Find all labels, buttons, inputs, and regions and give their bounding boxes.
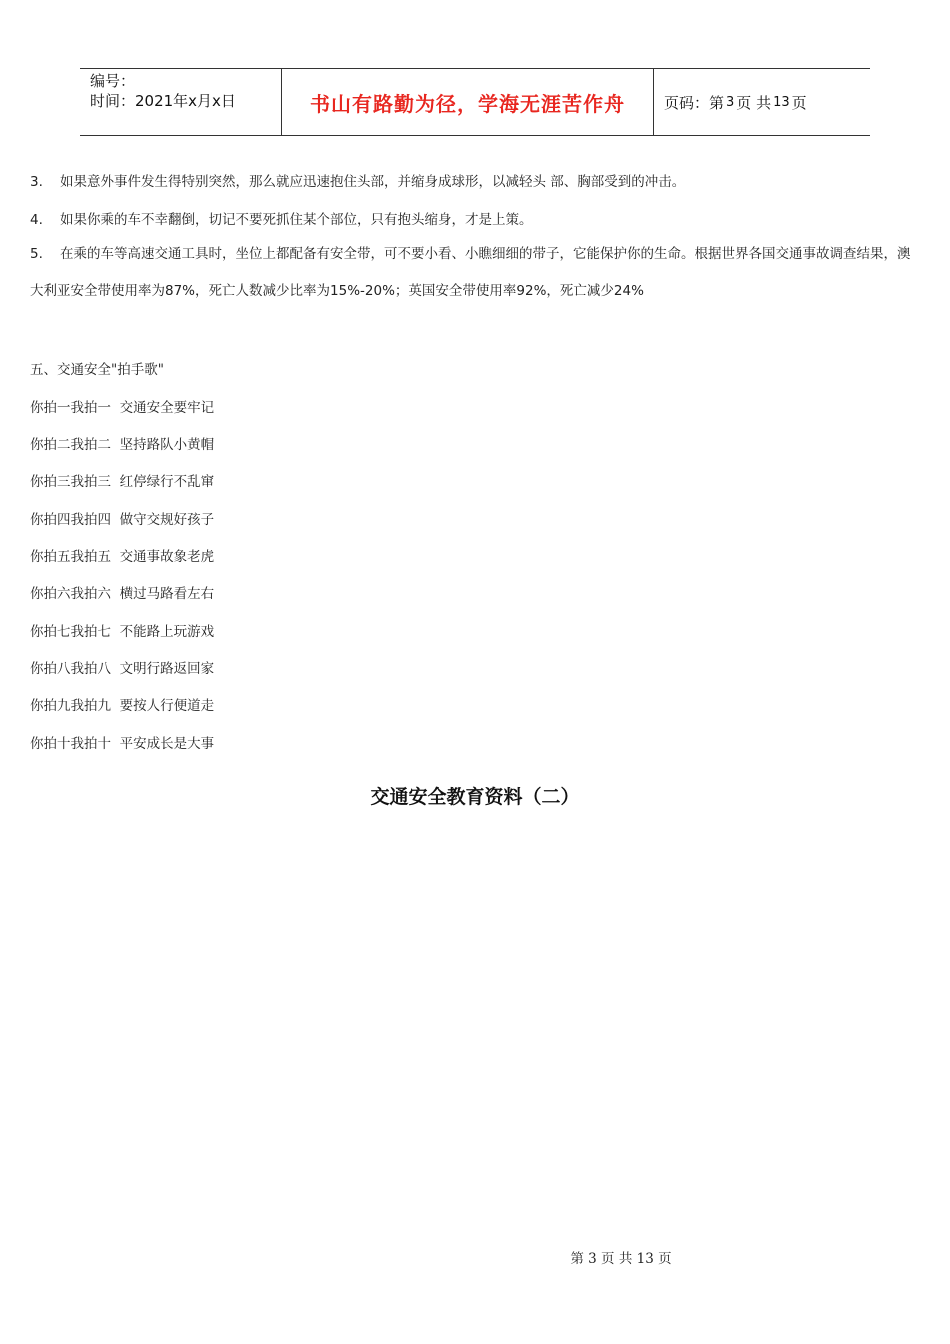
song-line: 你拍六我拍六 横过马路看左右 xyxy=(30,586,215,602)
tip-number: 4. xyxy=(30,212,43,228)
tip-3 xyxy=(30,170,915,190)
page-suffix: 页 xyxy=(791,93,807,112)
song-line: 你拍三我拍三 红停绿行不乱窜 xyxy=(30,474,215,490)
song-title: 五、交通安全"拍手歌" xyxy=(30,362,164,378)
song-line: 你拍一我拍一 交通安全要牢记 xyxy=(30,400,215,416)
tip-text: ，死亡人数减少比率为 xyxy=(195,283,331,299)
stat-value: 24% xyxy=(613,283,644,299)
header-motto-cell xyxy=(281,69,654,135)
page-prefix: 页码：第 xyxy=(664,93,725,112)
tip-4 xyxy=(30,208,915,228)
header-page-info xyxy=(654,69,870,135)
song-line: 你拍十我拍十 平安成长是大事 xyxy=(30,736,215,752)
tip-number: 3. xyxy=(30,174,43,190)
page-mid: 页 共 xyxy=(736,93,772,112)
song-line: 你拍二我拍二 坚持路队小黄帽 xyxy=(30,437,215,453)
page-current: 3 xyxy=(726,94,735,110)
page-total: 13 xyxy=(773,94,790,110)
header-meta xyxy=(80,69,281,135)
tip-text: 如果意外事件发生得特别突然，那么就应迅速抱住头部，并缩身成球形，以减轻头 部、胸部受到的冲击。 xyxy=(60,174,686,190)
stat-value: 15%-20% xyxy=(330,283,395,299)
page-footer: 第 3 页 共 13 页 xyxy=(570,1251,672,1267)
song-line: 你拍四我拍四 做守交规好孩子 xyxy=(30,512,215,528)
tip-number: 5. xyxy=(30,246,43,262)
number-label: 编号： xyxy=(90,72,136,90)
song-line: 你拍八我拍八 文明行路返回家 xyxy=(30,661,215,677)
song-line: 你拍七我拍七 不能路上玩游戏 xyxy=(30,624,215,640)
section-heading: 交通安全教育资料（二） xyxy=(370,786,580,808)
stat-value: 87% xyxy=(165,283,196,299)
tip-text: ，死亡减少 xyxy=(546,283,614,299)
motto: 书山有路勤为径，学海无涯苦作舟 xyxy=(310,91,625,116)
song-line: 你拍九我拍九 要按人行便道走 xyxy=(30,698,215,714)
song-line: 你拍五我拍五 交通事故象老虎 xyxy=(30,549,215,565)
tip-text: 在乘的车等高速交通工具时，坐位上都配备有安全带，可不要小看、小瞧细细的带子，它能保护你的生命。根据世界各国交通事故调查结果，澳大利亚安全带使用率为 xyxy=(30,246,911,299)
tip-text: 如果你乘的车不幸翻倒，切记不要死抓住某个部位，只有抱头缩身，才是上策。 xyxy=(60,212,533,228)
page-header xyxy=(80,68,870,136)
tip-5 xyxy=(30,236,915,310)
date-label: 时间：2021年x月x日 xyxy=(90,92,236,110)
stat-value: 92% xyxy=(516,283,547,299)
tip-text: ；英国安全带使用率 xyxy=(394,283,517,299)
